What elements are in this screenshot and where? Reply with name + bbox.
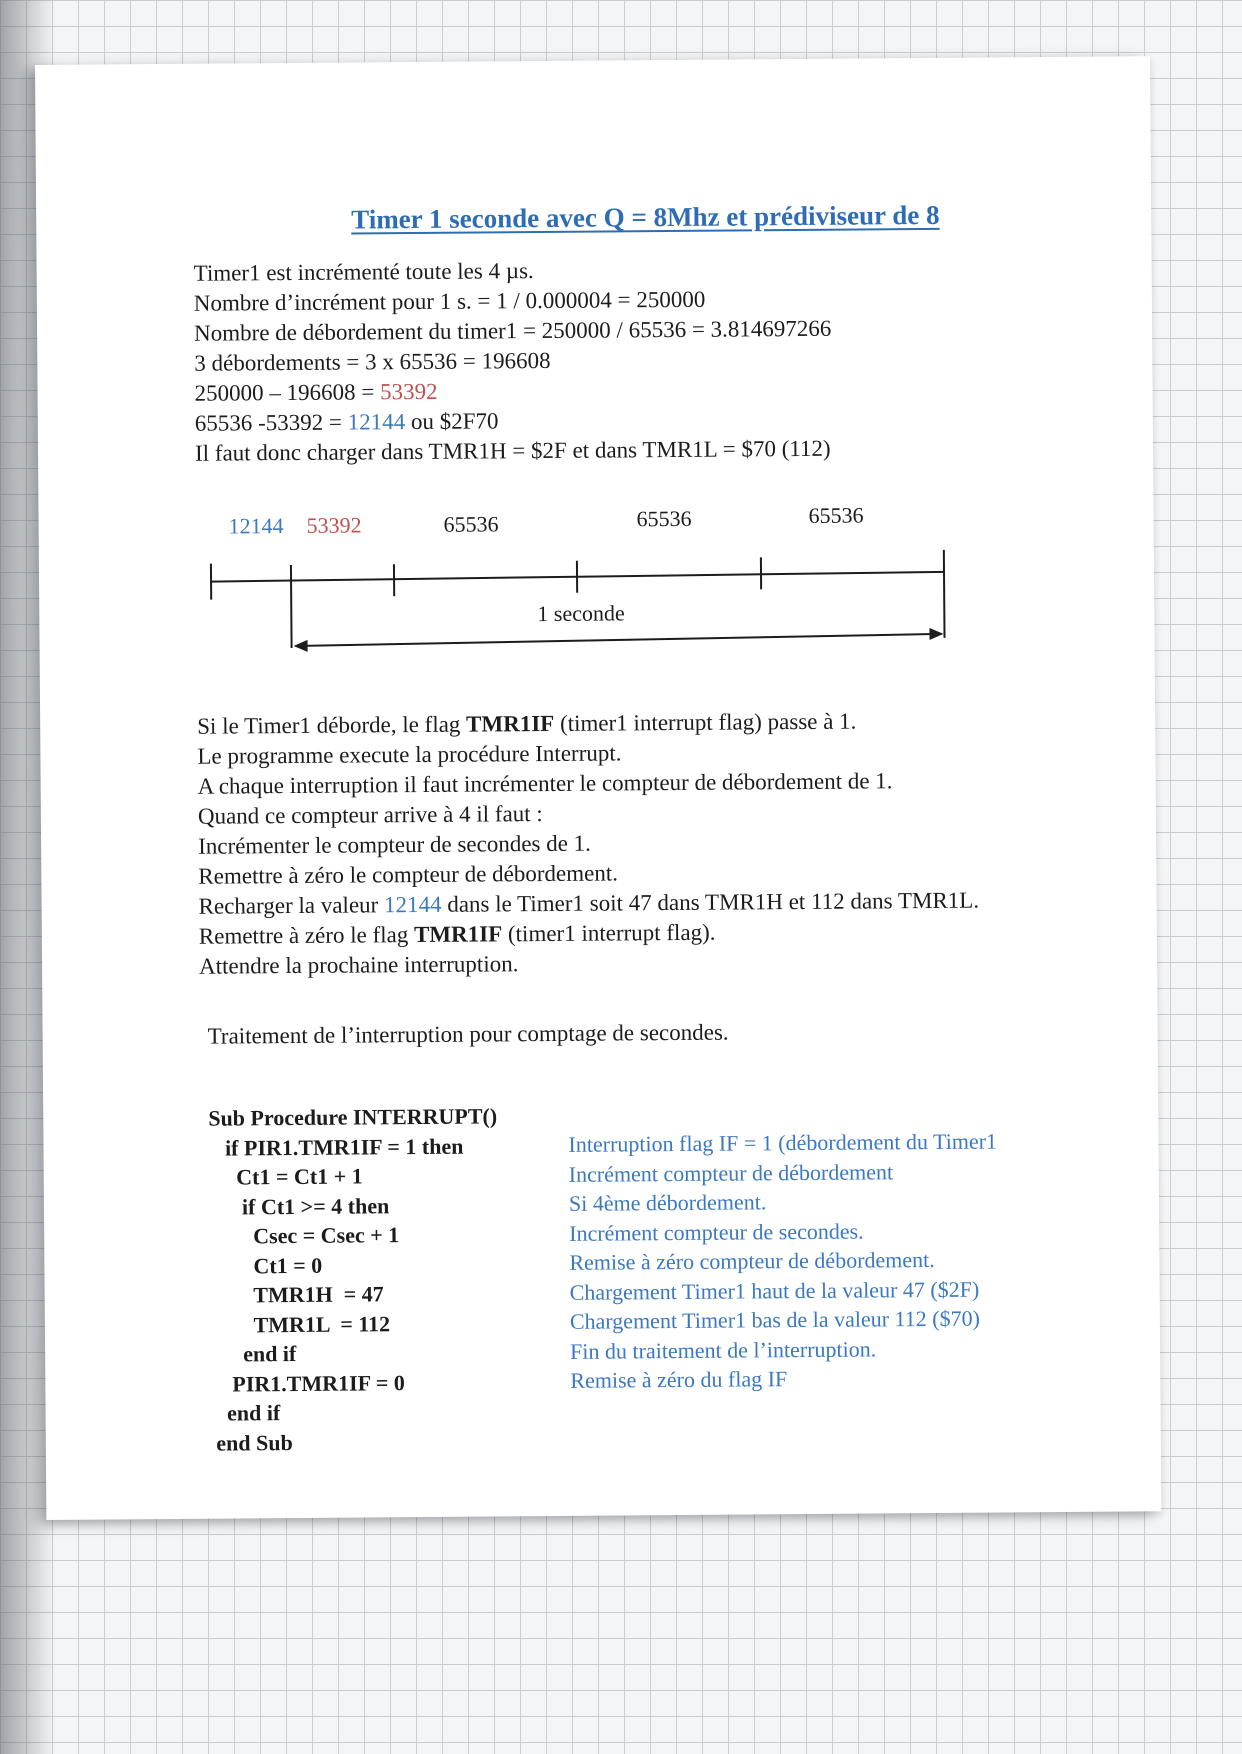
code-comment: Remise à zéro compteur de débordement.	[569, 1246, 935, 1275]
code-line: TMR1L = 112	[209, 1310, 391, 1338]
code-line: Csec = Csec + 1	[209, 1222, 400, 1249]
code-comment: Interruption flag IF = 1 (débordement du Timer1	[568, 1128, 998, 1157]
timeline-label-65536-3: 65536	[808, 502, 864, 528]
explanation-block	[197, 706, 980, 982]
calc-line-2: Nombre d’incrément pour 1 s. = 1 / 0.000004 = 250000	[193, 286, 706, 316]
code-comment: Incrément compteur de débordement	[568, 1158, 894, 1187]
timeline-diagram	[188, 488, 969, 664]
explain-line-7-c: dans le Timer1 soit 47 dans TMR1H et 112 dans TMR1L.	[441, 887, 980, 917]
span-arrow-line	[296, 634, 941, 646]
explain-flag-2: TMR1IF	[413, 921, 503, 948]
code-line: Ct1 = Ct1 + 1	[208, 1163, 363, 1190]
explain-line-4: Quand ce compteur arrive à 4 il faut :	[197, 801, 543, 829]
document-page	[35, 56, 1161, 1520]
code-line: if PIR1.TMR1IF = 1 then	[208, 1133, 464, 1161]
explain-line-2: Le programme execute la procédure Interrupt.	[197, 740, 622, 769]
span-arrow-right	[929, 628, 943, 640]
code-comment: Chargement Timer1 bas de la valeur 112 ($70)	[569, 1305, 980, 1334]
code-line: end if	[210, 1340, 297, 1367]
calc-result-12144: 12144	[347, 409, 406, 435]
explain-line-7	[198, 886, 979, 922]
explain-line-9: Attendre la prochaine interruption.	[198, 951, 519, 979]
calc-line-4: 3 débordements = 3 x 65536 = 196608	[194, 347, 551, 376]
timeline-span-label: 1 seconde	[537, 600, 625, 627]
calc-line-3: Nombre de débordement du timer1 = 250000 / 65536 = 3.814697266	[194, 315, 832, 346]
page-title: Timer 1 seconde avec Q = 8Mhz et prédiviseur de 8	[351, 199, 940, 235]
code-line: TMR1H = 47	[209, 1281, 384, 1308]
code-comment: Si 4ème débordement.	[568, 1189, 767, 1216]
span-arrow-left	[294, 640, 308, 652]
calc-line-7: Il faut donc charger dans TMR1H = $2F et dans TMR1L = $70 (112)	[194, 435, 831, 466]
code-comment: Incrément compteur de secondes.	[569, 1218, 864, 1246]
code-comments	[568, 1126, 999, 1395]
code-line: end if	[210, 1400, 281, 1426]
code-comment: Chargement Timer1 haut de la valeur 47 ($2F)	[569, 1276, 980, 1305]
calc-line-6-hex: ou $2F70	[405, 408, 499, 435]
explain-flag-1: TMR1IF	[466, 710, 555, 737]
code-line: end Sub	[210, 1429, 293, 1456]
calc-result-53392: 53392	[379, 378, 438, 405]
code-block	[208, 1101, 500, 1457]
timeline-tick-5	[944, 550, 945, 638]
timeline-label-65536-1: 65536	[443, 511, 499, 537]
calc-line-6-text: 65536 -53392 =	[194, 409, 348, 436]
timeline-tick-1	[291, 565, 292, 648]
explain-line-8-c: (timer1 interrupt flag).	[502, 919, 716, 947]
calc-line-1: Timer1 est incrémenté toute les 4 µs.	[193, 258, 534, 286]
code-line: if Ct1 >= 4 then	[208, 1192, 390, 1220]
code-line: Sub Procedure INTERRUPT()	[208, 1103, 498, 1131]
timeline-label-12144: 12144	[228, 513, 284, 539]
explain-line-5: Incrémenter le compteur de secondes de 1.	[198, 830, 591, 859]
explain-line-3: A chaque interruption il faut incrémenter le compteur de débordement de 1.	[197, 768, 893, 799]
explain-line-8-a: Remettre à zéro le flag	[198, 922, 415, 949]
explain-line-1-c: (timer1 interrupt flag) passe à 1.	[554, 708, 857, 736]
code-comment: Remise à zéro du flag IF	[570, 1366, 788, 1393]
timeline-label-53392: 53392	[306, 512, 362, 538]
explain-line-7-a: Recharger la valeur	[198, 892, 385, 919]
code-line: Ct1 = 0	[209, 1252, 323, 1279]
explain-line-1-a: Si le Timer1 déborde, le flag	[197, 711, 467, 739]
explain-line-6: Remettre à zéro le compteur de débordement.	[198, 860, 619, 889]
timeline-label-65536-2: 65536	[636, 505, 692, 532]
calc-line-5-text: 250000 – 196608 =	[194, 379, 381, 406]
section-subtitle: Traitement de l’interruption pour comptage de secondes.	[207, 1019, 729, 1049]
code-line: PIR1.TMR1IF = 0	[210, 1369, 405, 1397]
calculation-block	[194, 254, 833, 469]
explain-value-12144: 12144	[383, 891, 442, 918]
code-comment: Fin du traitement de l’interruption.	[570, 1335, 877, 1364]
